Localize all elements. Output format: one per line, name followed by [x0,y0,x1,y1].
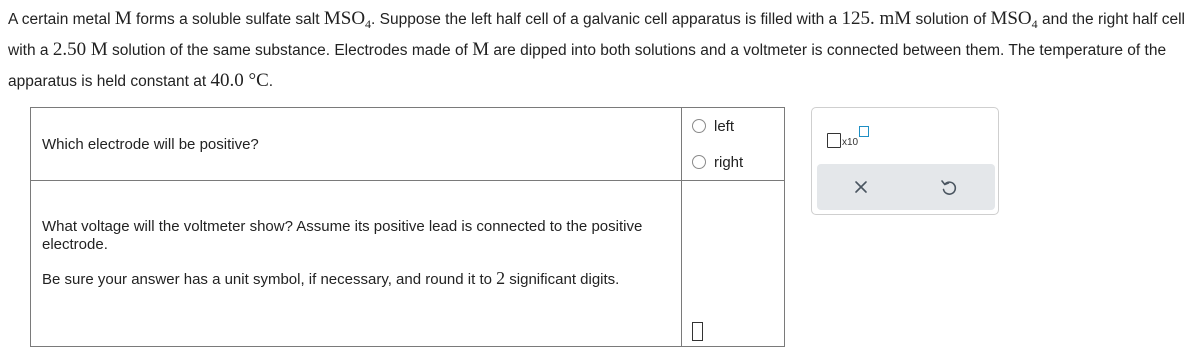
answer-tools-panel [811,107,999,215]
x10-icon[interactable] [827,124,873,152]
radio-left[interactable] [692,119,706,133]
metal-symbol: M [114,8,132,29]
question-voltage-text: What voltage will the voltmeter show? Assume its positive lead is connected to the positive electrode. [42,218,643,253]
question-electrode-text: Which electrode will be positive? [42,136,259,153]
radio-right-label[interactable]: right [714,154,744,171]
tool-actions-bar [817,164,995,210]
radio-left-label[interactable]: left [714,118,735,135]
voltage-answer-input[interactable] [692,322,703,341]
undo-icon[interactable] [938,176,960,198]
column-divider [681,108,682,180]
problem-statement: A certain metal M forms a soluble sulfate salt $MSO_4$. Suppose the left half cell of a galvanic cell apparatus is filled with a 125. mM solution of $MSO_4$ and the right half cell with a 2.50 M solution of the same substance. Electrodes made of M are dipped into both solutions and a voltmeter is connected between them. The temperature of the apparatus is held constant at 40.0 °C. [8,8,1185,91]
salt-formula: $MSO_4$ [323,8,372,31]
salt-formula: $MSO_4$ [990,8,1038,31]
right-concentration: 2.50 M [52,39,108,60]
sig-figs-number: 2 [496,268,506,288]
base-box [827,133,841,148]
radio-right[interactable] [692,155,706,169]
temperature: 40.0 °C [210,70,269,91]
left-concentration: 125. mM [841,8,912,29]
question-row-electrode [31,108,784,181]
exponent-box [859,126,869,137]
question-table [30,107,785,347]
question-row-voltage [31,180,784,346]
x10-label: x10 [842,137,859,148]
answer-instructions: Be sure your answer has a unit symbol, if necessary, and round it to 2 significant digits. [42,268,620,288]
column-divider [681,180,682,346]
close-icon[interactable] [850,176,872,198]
metal-symbol: M [472,39,490,60]
